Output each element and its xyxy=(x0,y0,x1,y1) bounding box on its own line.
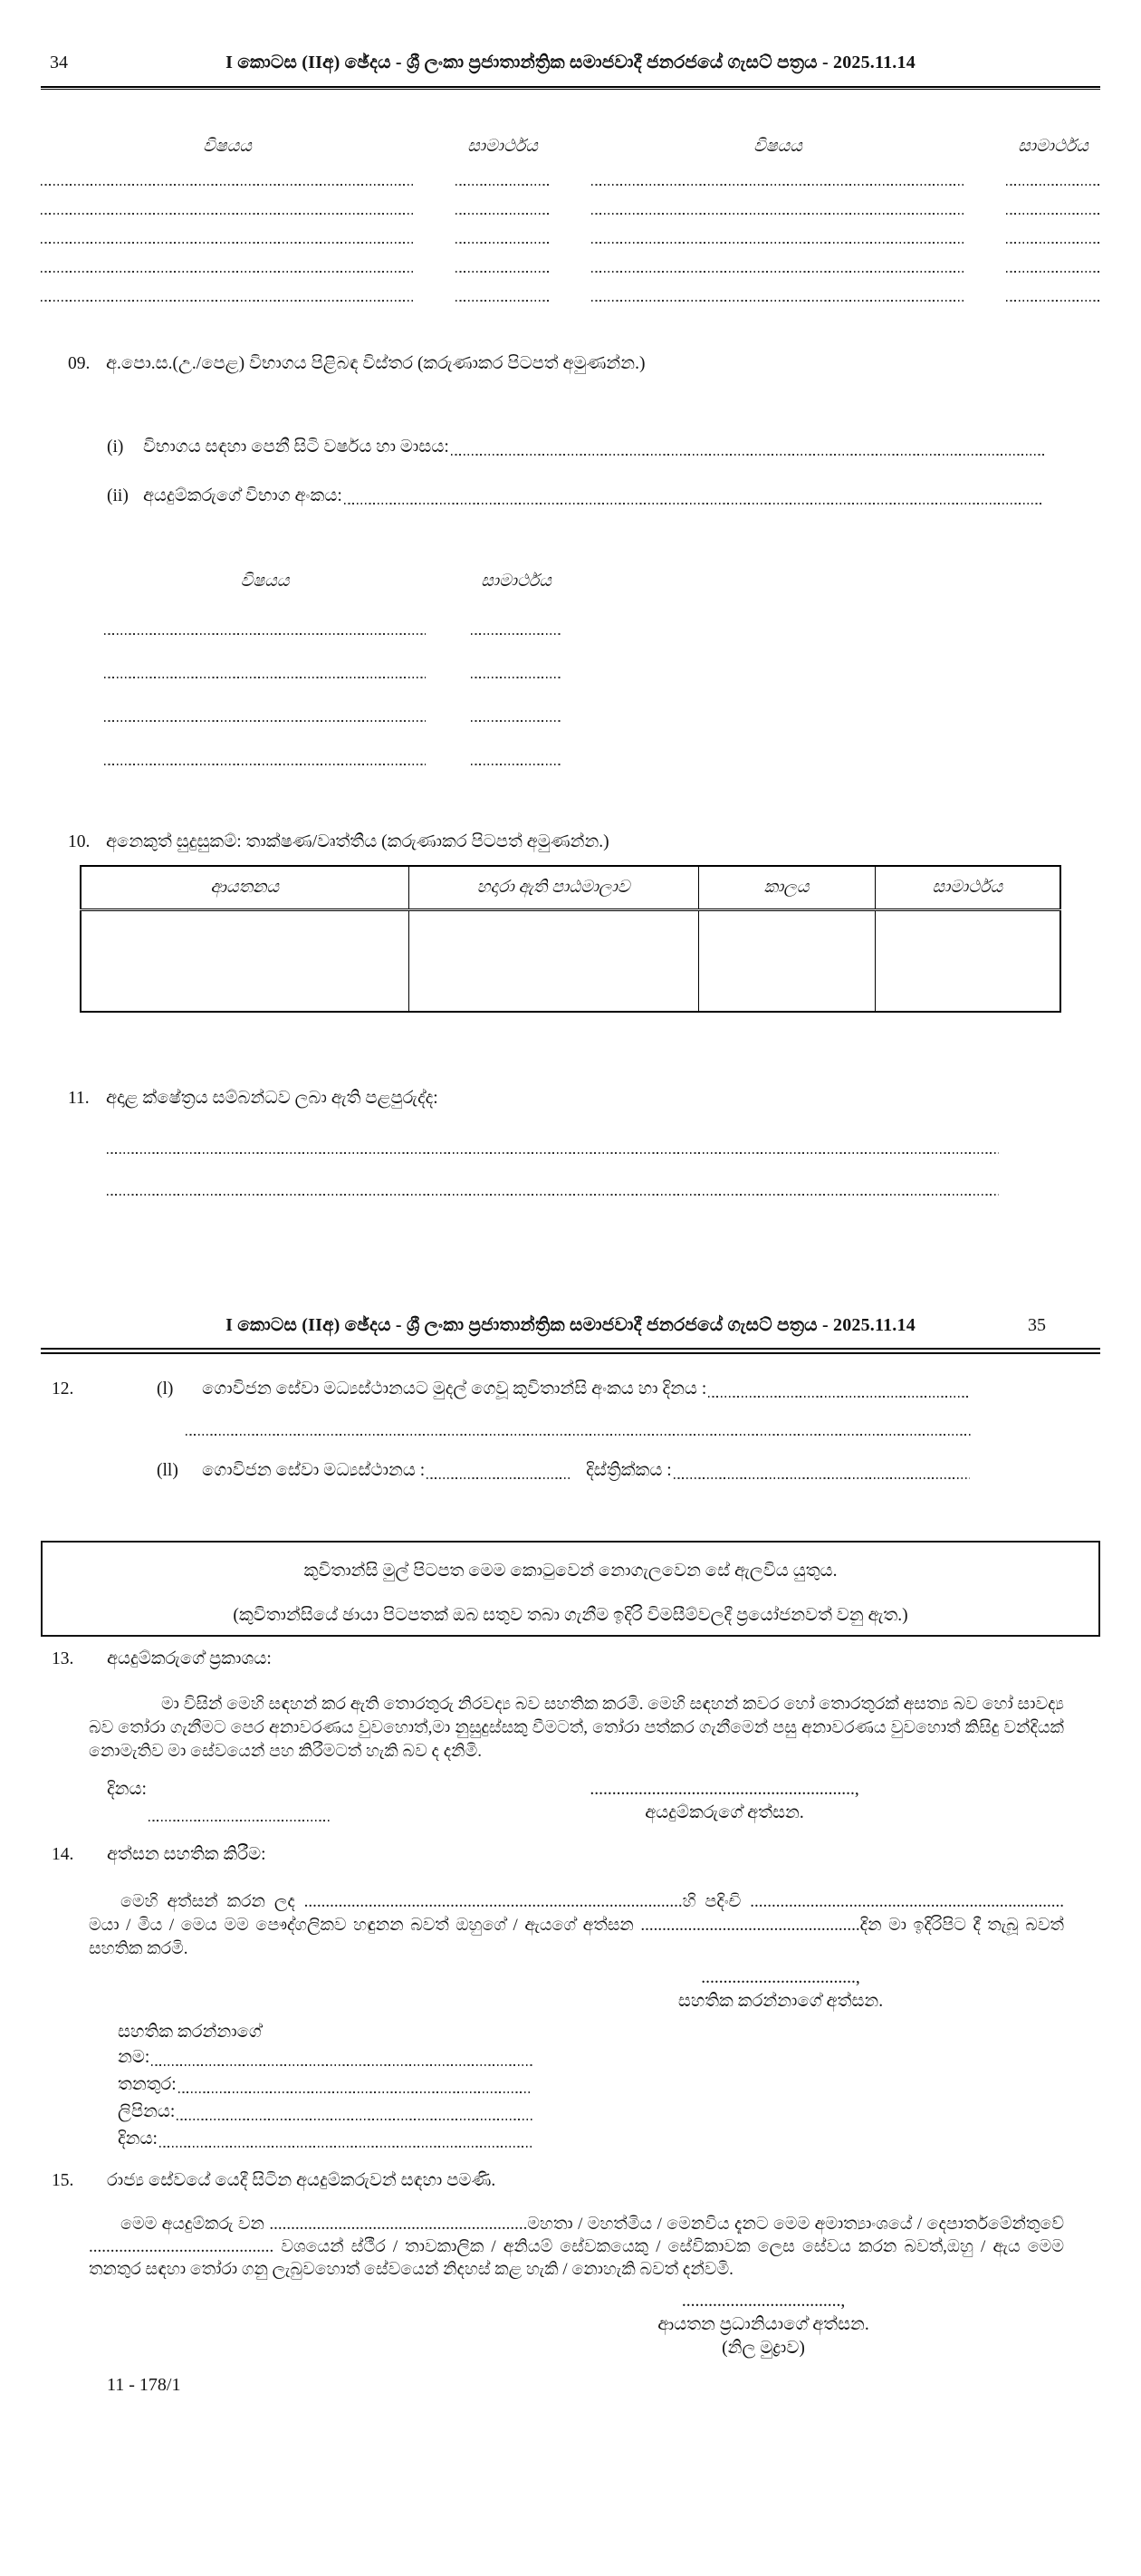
column-header-subject: විෂයය xyxy=(753,137,802,156)
signature-dotted-line: ............................................................, xyxy=(590,1780,859,1799)
table-body-cell xyxy=(81,910,408,1013)
address-label: ලිපිනය: xyxy=(118,2102,176,2121)
entry-dotted-line xyxy=(1006,213,1100,215)
entry-dotted-line xyxy=(41,213,414,215)
table-body-cell xyxy=(698,910,875,1013)
sub-item-number: (i) xyxy=(107,437,124,457)
exam-number-label: අයදුම්කරුගේ විභාග අංකය: xyxy=(143,486,342,505)
public-service-paragraph: මෙම අයදුම්කරු වන ............................................................මහතා / මහත්මිය / මෙනවිය දැනට මෙම අමාත්‍යාංශයේ / දෙපාර්තමේන්තුවේ ........................................... වශයෙන් ස්ථීර / තාවකාලික / අනියම් සේවකයෙකු / සේවිකාවක ලෙස සේවය කරන බවත්,ඔහු / ඇය මෙම තනතුර සඳහා තෝරා ගනු ලැබුවහොත් සේවයෙන් නිදහස් කළ හැකි / නොහැකි බවත් දන්වමි. xyxy=(89,2215,1064,2279)
page35-header xyxy=(41,1315,1100,1341)
certifier-date-row xyxy=(118,2126,534,2153)
designation-label: තනතුර: xyxy=(118,2075,177,2094)
entry-dotted-line xyxy=(455,300,550,302)
table-body-cell xyxy=(875,910,1060,1013)
entry-dotted-line xyxy=(177,2119,532,2120)
column-header-grade: සාමාර්ථය xyxy=(481,572,551,591)
item-10 xyxy=(41,831,1100,1013)
item-14-attestation xyxy=(41,1843,1100,2153)
certifier-name-row xyxy=(118,2044,534,2071)
table-header-course: හදාරා ඇති පාඨමාලාව xyxy=(408,866,698,910)
item-number: 09. xyxy=(68,354,91,373)
item-number: 15. xyxy=(52,2171,74,2190)
district-row xyxy=(157,1459,1100,1483)
sub-item-number: (l) xyxy=(157,1379,174,1399)
experience-dotted-line xyxy=(107,1152,999,1154)
institution-head-signature-block xyxy=(609,2290,917,2360)
signature-dotted-line: ..................................., xyxy=(701,1968,860,1987)
page-number: 35 xyxy=(1028,1315,1046,1335)
applicant-signature-block xyxy=(543,1778,906,1825)
item-title: අ.පො.ස.(උ./පෙළ) විභාගය පිළිබඳ විස්තර (කරුණාකර පිටපත් අමුණන්න.) xyxy=(106,354,646,373)
column-header-grade: සාමාර්ථය xyxy=(1018,137,1088,156)
entry-dotted-line xyxy=(1006,242,1100,244)
page-35 xyxy=(41,1315,1100,2396)
entry-dotted-line xyxy=(591,242,964,244)
entry-dotted-line xyxy=(455,271,550,273)
column-header-grade: සාමාර්ථය xyxy=(467,137,538,156)
entry-dotted-line xyxy=(591,213,964,215)
date-label: දිනය: xyxy=(118,2129,158,2148)
entry-dotted-line xyxy=(591,300,964,302)
notice-code: 11 - 178/1 xyxy=(107,2375,181,2395)
receipt-box-instruction: කුවිතාන්සි මුල් පිටපත මෙම කොටුවෙන් නොගැලවෙන සේ ඇලවිය යුතුය. xyxy=(303,1562,838,1581)
entry-dotted-line xyxy=(471,764,561,765)
item-number: 13. xyxy=(52,1649,74,1668)
certifier-signature-block xyxy=(627,1966,935,2014)
entry-dotted-line xyxy=(178,2091,532,2093)
entry-dotted-line xyxy=(104,720,426,722)
page34-header xyxy=(41,53,1100,78)
entry-dotted-line xyxy=(455,242,550,244)
sub-item-number: (ii) xyxy=(107,486,129,505)
subject-grade-grid xyxy=(41,137,1100,302)
entry-dotted-line xyxy=(159,2146,532,2148)
table-header-grade: සාමාර්ථය xyxy=(875,866,1060,910)
entry-dotted-line xyxy=(471,720,561,722)
exam-year-label: විභාගය සඳහා පෙනී සිටි වර්ෂය හා මාසය: xyxy=(143,437,449,457)
entry-dotted-line xyxy=(104,677,426,678)
entry-dotted-line xyxy=(41,184,414,186)
district-label: දිස්ත්‍රික්කය : xyxy=(586,1461,672,1480)
column-header-subject: විෂයය xyxy=(240,572,290,591)
entry-dotted-line xyxy=(41,271,414,273)
certifier-signature-label: සහතික කරන්නාගේ අත්සන. xyxy=(677,1992,884,2011)
entry-dotted-line xyxy=(455,184,550,186)
certifier-address-row xyxy=(118,2099,534,2126)
qualifications-table xyxy=(80,865,1061,1013)
attestation-paragraph: මෙහි අත්සන් කරන ලද ........................................................................................හි පදිංචි ......................................................................... මයා / මිය / මෙය මම පෞද්ගලිකව හඳුනන බවත් ඔහුගේ / ඇයගේ අත්සන ...................................................දින මා ඉදිරිපිට දී තැබූ බවත් සහතික කරමි. xyxy=(89,1892,1064,1958)
table-header-institution: ආයතනය xyxy=(81,866,408,910)
item-12 xyxy=(41,1378,1100,1483)
subject-table xyxy=(41,572,1100,765)
entry-dotted-line xyxy=(151,2064,532,2066)
certifier-designation-row xyxy=(118,2071,534,2099)
page-34 xyxy=(41,53,1100,1196)
item-number: 14. xyxy=(52,1845,74,1864)
entry-dotted-line xyxy=(471,633,561,635)
entry-dotted-line xyxy=(41,242,414,244)
entry-dotted-line xyxy=(1006,271,1100,273)
item-number: 10. xyxy=(68,832,91,851)
entry-dotted-line xyxy=(104,764,426,765)
entry-dotted-line xyxy=(186,1434,972,1436)
exam-year-row xyxy=(107,436,1100,459)
item-title: අත්සන සහතික කිරීම: xyxy=(107,1845,266,1864)
entry-dotted-line xyxy=(451,454,1044,456)
item-title: අයදුම්කරුගේ ප්‍රකාශය: xyxy=(107,1649,272,1668)
item-number: 11. xyxy=(68,1089,90,1108)
table-header-duration: කාලය xyxy=(698,866,875,910)
official-seal-label: (නිල මුද්‍රාව) xyxy=(722,2339,805,2358)
applicant-signature-label: අයදුම්කරුගේ අත්සන. xyxy=(645,1803,804,1822)
entry-dotted-line xyxy=(104,633,426,635)
receipt-box-note: (කුවිතාන්සියේ ඡායා පිටපතක් ඔබ සතුව තබා ගැනීම ඉදිරි විමසීම්වලදී ප්‍රයෝජනවත් වනු ඇත.) xyxy=(233,1606,908,1625)
name-label: නම: xyxy=(118,2048,150,2067)
item-title: අදාළ ක්ෂේත්‍රය සම්බන්ධව ලබා ඇති පළපුරුද්ද: xyxy=(106,1089,438,1108)
item-number: 12. xyxy=(52,1379,74,1399)
entry-dotted-line xyxy=(344,503,1044,505)
receipt-number-label: ගොවිජන සේවා මධ්‍යස්ථානයට මුදල් ගෙවූ කුවිතාන්සි අංකය හා දිනය : xyxy=(202,1379,707,1399)
receipt-number-row xyxy=(52,1378,1100,1401)
service-centre-label: ගොවිජන සේවා මධ්‍යස්ථානය : xyxy=(202,1461,426,1480)
entry-dotted-line xyxy=(1006,300,1100,302)
item-15-public-service xyxy=(41,2169,1100,2360)
experience-dotted-line xyxy=(107,1194,999,1196)
institution-head-signature-label: ආයතන ප්‍රධානියාගේ අත්සන. xyxy=(657,2315,869,2334)
item-13-declaration xyxy=(41,1648,1100,1825)
item-title: අනෙකුත් සුදුසුකම්: තාක්ෂණ/වෘත්තීය (කරුණාකර පිටපත් අමුණන්න.) xyxy=(106,832,609,851)
entry-dotted-line xyxy=(591,184,964,186)
header-rule xyxy=(41,86,1100,90)
table-body-cell xyxy=(408,910,698,1013)
exam-number-row xyxy=(107,485,1100,508)
gazette-title: I කොටස (IIඅ) ඡේදය - ශ්‍රී ලංකා ප්‍රජාතාන්ත්‍රික සමාජවාදී ජනරජයේ ගැසට් පත්‍රය - 2025.11.14 xyxy=(225,53,916,72)
entry-dotted-line xyxy=(471,677,561,678)
header-rule xyxy=(41,1348,1100,1354)
entry-dotted-line xyxy=(427,1477,571,1479)
entry-dotted-line xyxy=(708,1396,970,1398)
entry-dotted-line xyxy=(674,1477,970,1479)
certifier-heading: සහතික කරන්නාගේ xyxy=(118,2023,262,2042)
date-signature-row xyxy=(107,1778,1100,1825)
date-dotted-line xyxy=(149,1820,330,1821)
receipt-paste-box xyxy=(41,1541,1100,1637)
gazette-title: I කොටස (IIඅ) ඡේදය - ශ්‍රී ලංකා ප්‍රජාතාන්ත්‍රික සමාජවාදී ජනරජයේ ගැසට් පත්‍රය - 2025.11.14 xyxy=(225,1315,916,1335)
sub-item-number: (ll) xyxy=(157,1461,178,1480)
entry-dotted-line xyxy=(41,300,414,302)
entry-dotted-line xyxy=(1006,184,1100,186)
entry-dotted-line xyxy=(591,271,964,273)
signature-dotted-line: ...................................., xyxy=(681,2292,846,2311)
date-label: දිනය: xyxy=(107,1780,147,1799)
page-number: 34 xyxy=(50,53,68,72)
declaration-paragraph: මා විසින් මෙහි සඳහන් කර ඇති තොරතුරු නිරවද්‍ය බව සහතික කරමි. මෙහි සඳහන් කවර හෝ තොරතුරක් අසත්‍ය බව හෝ සාවද්‍ය බව තෝරා ගැනීමට පෙර අනාවරණය වුවහොත්,මා නුසුදුස්සකු වීමටත්, තෝරා පත්කර ගැනීමෙන් පසු අනාවරණය වුවහොත් කිසිදු වන්දියක් නොමැතිව මා සේවයෙන් පහ කිරීමටත් හැකි බව ද දනිමි. xyxy=(89,1695,1064,1761)
item-09 xyxy=(41,352,1100,765)
column-header-subject: විෂයය xyxy=(203,137,252,156)
entry-dotted-line xyxy=(455,213,550,215)
item-11 xyxy=(41,1087,1100,1196)
item-title: රාජ්‍ය සේවයේ යෙදී සිටින අයදුම්කරුවන් සඳහා පමණි. xyxy=(107,2171,496,2190)
